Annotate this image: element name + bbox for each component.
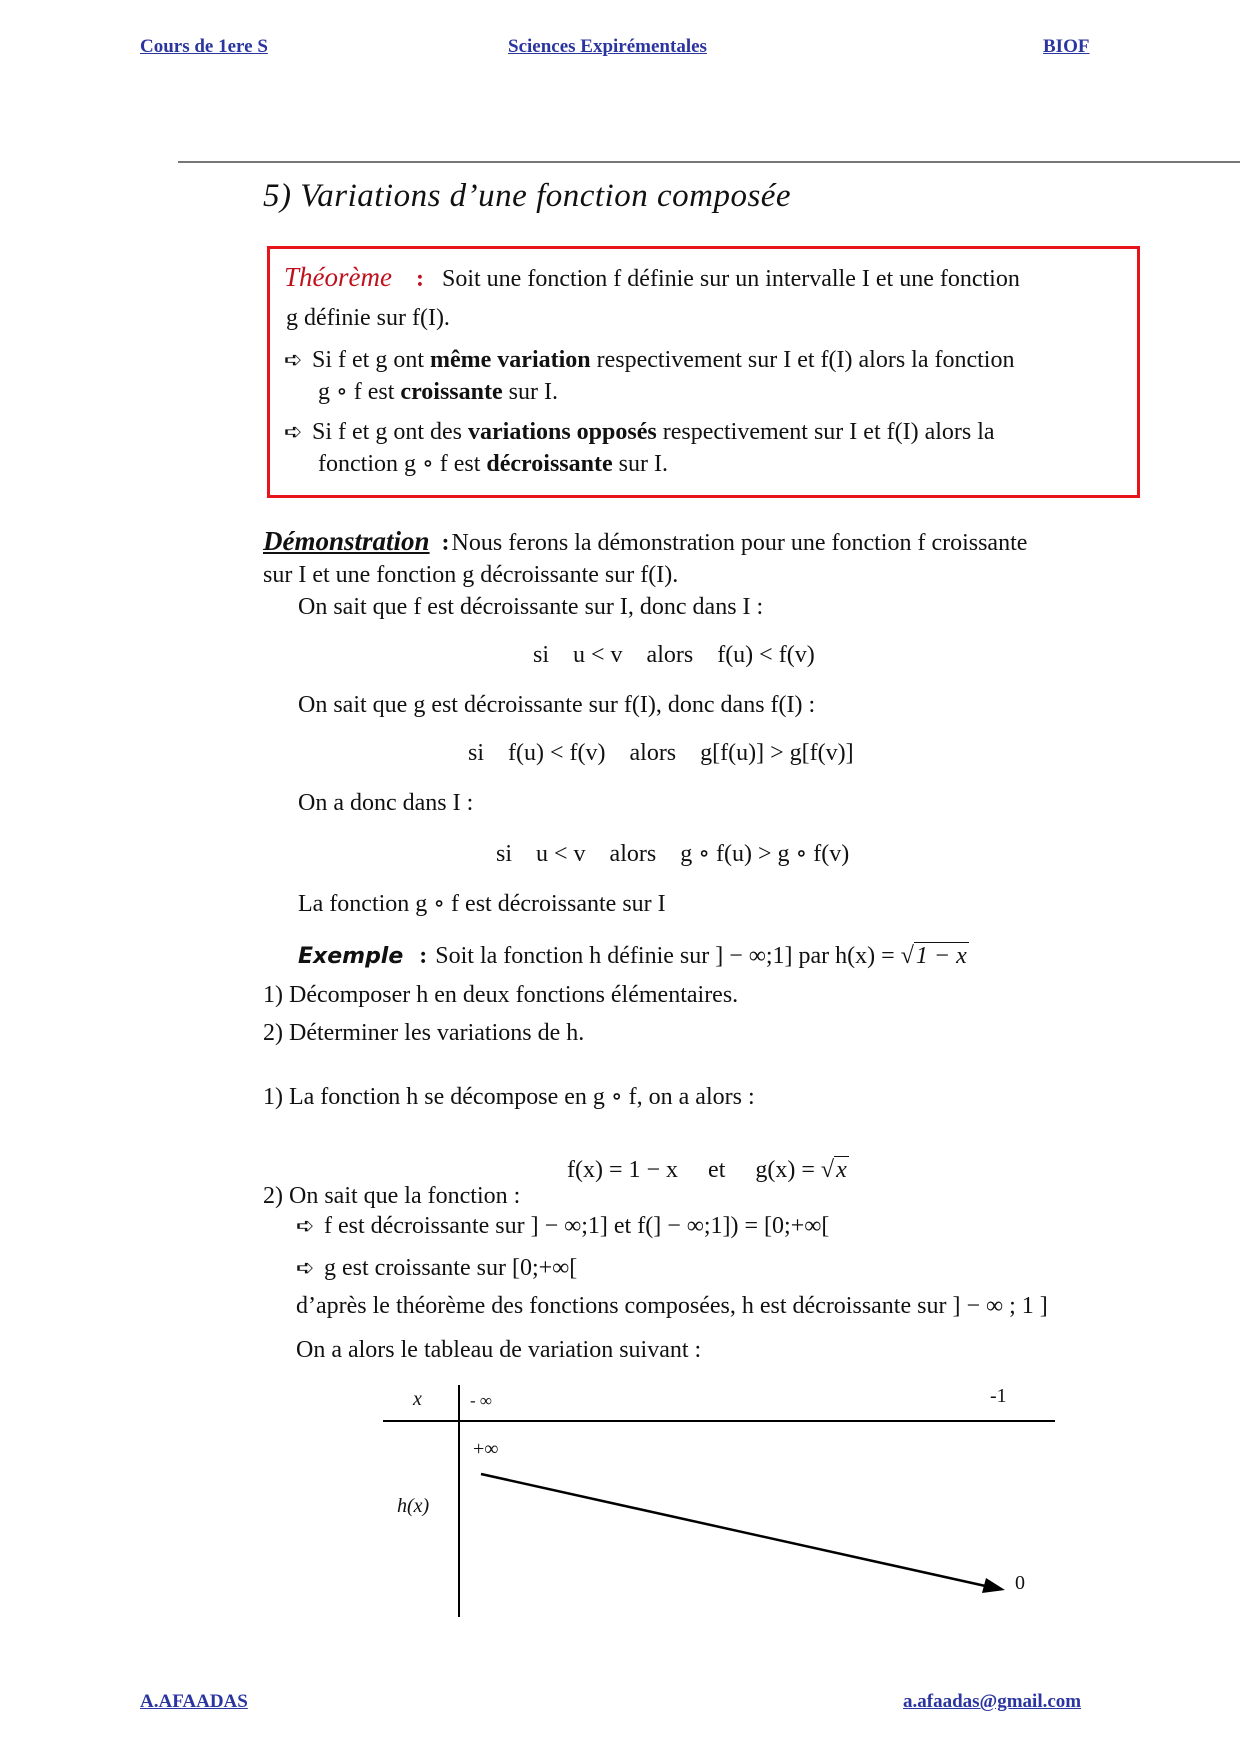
demo-text-3: On sait que f est décroissante sur I, donc dans I : [298,594,764,620]
example-label: Exemple [298,944,404,969]
bullet1-text-c2: sur I. [502,379,558,405]
sqrt-icon: √ [900,943,914,969]
answer-2-bullet-1-text: f est décroissante sur ] − ∞;1] et f(] − ∞;1]) = [0;+∞[ [324,1213,830,1239]
header-biof-link[interactable]: BIOF [1043,36,1090,57]
demo-text-1: Nous ferons la démonstration pour une fonction f croissante [451,530,1028,556]
demo-text-4: On sait que g est décroissante sur f(I), donc dans f(I) : [298,692,816,718]
question-2: 2) Déterminer les variations de h. [263,1020,585,1046]
answer-2: 2) On sait que la fonction : [263,1183,521,1209]
table-f-start: +∞ [473,1438,499,1460]
table-f-end: 0 [1015,1572,1025,1594]
answer-1: 1) La fonction h se décompose en g ∘ f, on a alors : [263,1084,755,1110]
answer-1-eq-text: f(x) = 1 − x et g(x) = [567,1157,821,1183]
theorem-label: Théorème [284,262,392,292]
header-track-link[interactable]: Sciences Expirémentales [508,36,707,57]
demo-label: Démonstration [263,526,430,556]
example-colon: : [419,943,428,969]
bullet2-text-c1: fonction g ∘ f est [318,451,487,477]
bullet1-bold2: croissante [400,379,503,405]
bullet2-text-b: respectivement sur I et f(I) alors la [656,419,995,445]
theorem-text-2: g définie sur f(I). [286,305,450,331]
bullet2-text-a: Si f et g ont des [312,419,468,445]
footer-email-link[interactable]: a.afaadas@gmail.com [903,1691,1082,1712]
arrow-right-icon: ➪ [284,347,303,372]
bullet1-text-a: Si f et g ont [312,347,430,373]
section-title: 5) Variations d’une fonction composée [263,178,792,214]
answer-2-conclusion: d’après le théorème des fonctions composées, h est décroissante sur ] − ∞ ; 1 ] [296,1293,1048,1319]
demo-text-2: sur I et une fonction g décroissante sur f(I). [263,562,679,588]
example-sqrt-arg: 1 − x [915,943,967,969]
question-1: 1) Décomposer h en deux fonctions élémentaires. [263,982,739,1008]
bullet2-bold2: décroissante [486,451,613,477]
example-text: Soit la fonction h définie sur ] − ∞;1] par h(x) = [435,943,901,969]
answer-1-eq-sqrt-arg: x [836,1157,847,1183]
answer-2-bullet-2-text: g est croissante sur [0;+∞[ [324,1255,578,1281]
bullet2-bold: variations opposés [468,419,657,445]
demo-colon: : [441,530,450,556]
header-course-link[interactable]: Cours de 1ere S [140,36,268,57]
arrow-right-icon: ➪ [296,1255,315,1280]
table-x-label: x [413,1388,422,1410]
sqrt-icon: √ [820,1157,835,1183]
table-x-start: - ∞ [470,1391,493,1410]
demo-text-5: On a donc dans I : [298,790,474,816]
theorem-text-1: Soit une fonction f définie sur un intervalle I et une fonction [441,266,1020,292]
bullet1-text-c1: g ∘ f est [318,379,401,405]
bullet2-text-c2: sur I. [612,451,668,477]
table-f-label: h(x) [397,1495,430,1517]
bullet1-bold: même variation [430,347,591,373]
bullet1-text-b: respectivement sur I et f(I) alors la fonction [590,347,1015,373]
demo-eq-1: si u < v alors f(u) < f(v) [533,642,815,668]
arrow-right-icon: ➪ [284,419,303,444]
arrow-right-icon: ➪ [296,1213,315,1238]
theorem-colon: : [415,266,424,292]
demo-eq-2: si f(u) < f(v) alors g[f(u)] > g[f(v)] [468,740,854,766]
demo-eq-3: si u < v alors g ∘ f(u) > g ∘ f(v) [496,841,850,867]
footer-author-link[interactable]: A.AFAADAS [140,1691,248,1712]
demo-text-6: La fonction g ∘ f est décroissante sur I [298,891,666,917]
answer-2-table-intro: On a alors le tableau de variation suivant : [296,1337,702,1363]
table-x-end: -1 [990,1385,1007,1407]
